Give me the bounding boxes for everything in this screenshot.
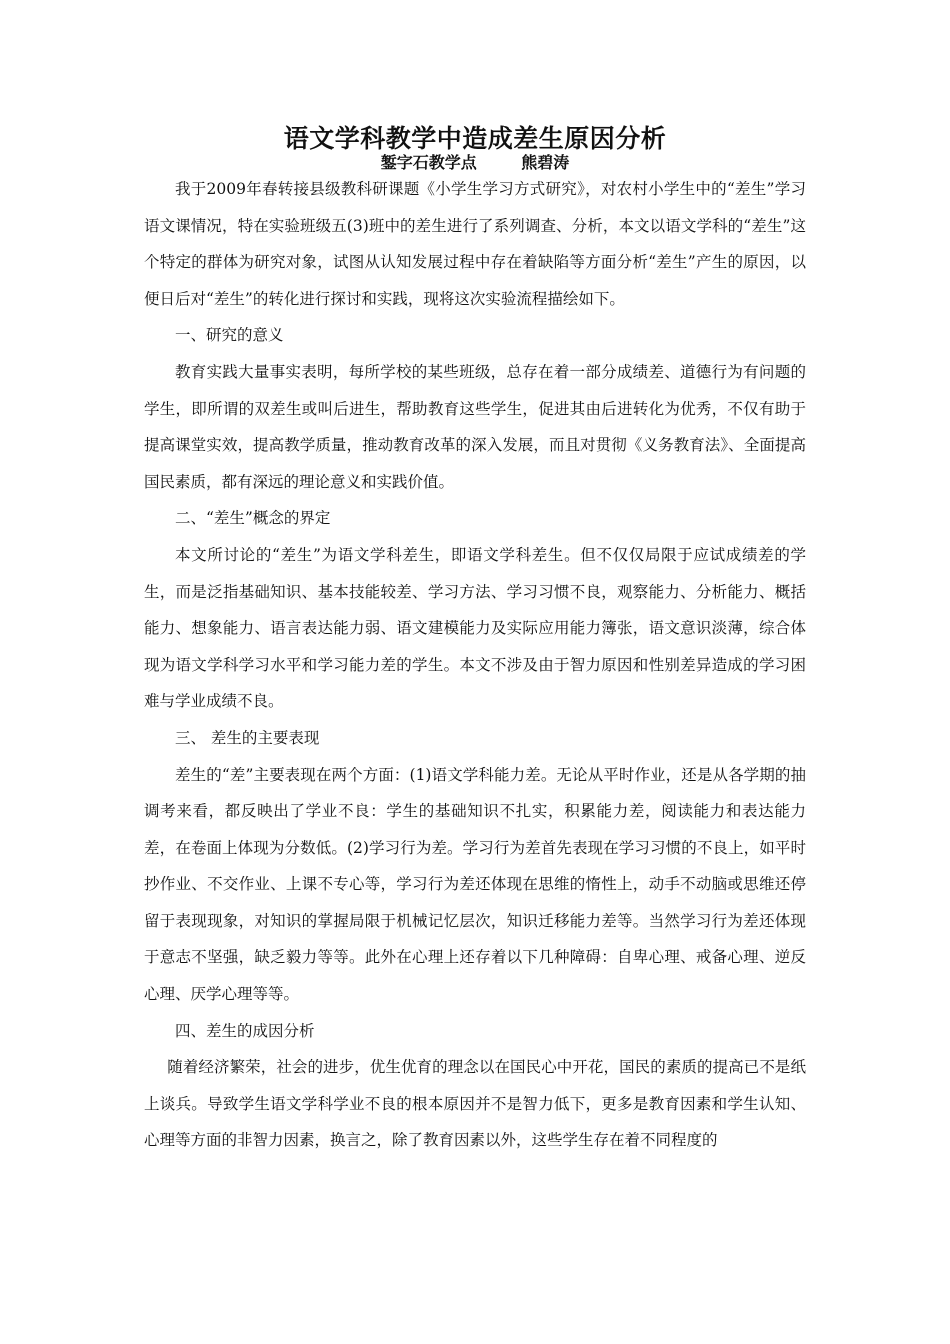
document-byline: 錾字石教学点 熊碧涛	[380, 153, 570, 172]
paragraph-causes: 随着经济繁荣，社会的进步，优生优育的理念以在国民心中开花，国民的素质的提高已不是纸上谈兵。导致学生语文学科学业不良的根本原因并不是智力低下，更多是教育因素和学生认知、心理等方面的非智力因素，换言之，除了教育因素以外，这些学生存在着不同程度的	[144, 1058, 806, 1150]
section-heading-2: 二、“差生”概念的界定	[175, 509, 331, 528]
section-heading-4: 四、差生的成因分析	[175, 1021, 315, 1040]
paragraph-intro: 我于2009年春转接县级教科研课题《小学生学习方式研究》，对农村小学生中的“差生”学习语文课情况，特在实验班级五(3)班中的差生进行了系列调查、分析，本文以语文学科的“差生”这个特定的群体为研究对象，试图从认知发展过程中存在着缺陷等方面分析“差生”产生的原因，以便日后对“差生”的转化进行探讨和实践，现将这次实验流程描绘如下。	[144, 180, 806, 308]
section-heading-3: 三、 差生的主要表现	[175, 728, 320, 747]
paragraph-significance: 教育实践大量事实表明，每所学校的某些班级，总存在着一部分成绩差、道德行为有问题的学生，即所谓的双差生或叫后进生，帮助教育这些学生，促进其由后进转化为优秀，不仅有助于提高课堂实效，提高教学质量，推动教育改革的深入发展，而且对贯彻《义务教育法》、全面提高国民素质，都有深远的理论意义和实践价值。	[144, 362, 806, 491]
section-heading-1: 一、研究的意义	[175, 326, 284, 345]
document-body	[144, 171, 806, 1159]
paragraph-definition: 本文所讨论的“差生”为语文学科差生，即语文学科差生。但不仅仅局限于应试成绩差的学生，而是泛指基础知识、基本技能较差、学习方法、学习习惯不良，观察能力、分析能力、概括能力、想象能力、语言表达能力弱、语文建模能力及实际应用能力簿张，语文意识淡薄，综合体现为语文学科学习水平和学习能力差的学生。本文不涉及由于智力原因和性别差异造成的学习困难与学业成绩不良。	[144, 545, 806, 711]
paragraph-manifestations: 差生的“差”主要表现在两个方面：(1)语文学科能力差。无论从平时作业，还是从各学期的抽调考来看，都反映出了学业不良：学生的基础知识不扎实，积累能力差，阅读能力和表达能力差，在卷面上体现为分数低。(2)学习行为差。学习行为差首先表现在学习习惯的不良上，如平时抄作业、不交作业、上课不专心等，学习行为差还体现在思维的惰性上，动手不动脑或思维还停留于表现现象，对知识的掌握局限于机械记忆层次，知识迁移能力差等。当然学习行为差还体现于意志不坚强，缺乏毅力等等。此外在心理上还存着以下几种障碍：自卑心理、戒备心理、逆反心理、厌学心理等等。	[144, 765, 806, 1004]
document-title: 语文学科教学中造成差生原因分析	[283, 124, 667, 153]
